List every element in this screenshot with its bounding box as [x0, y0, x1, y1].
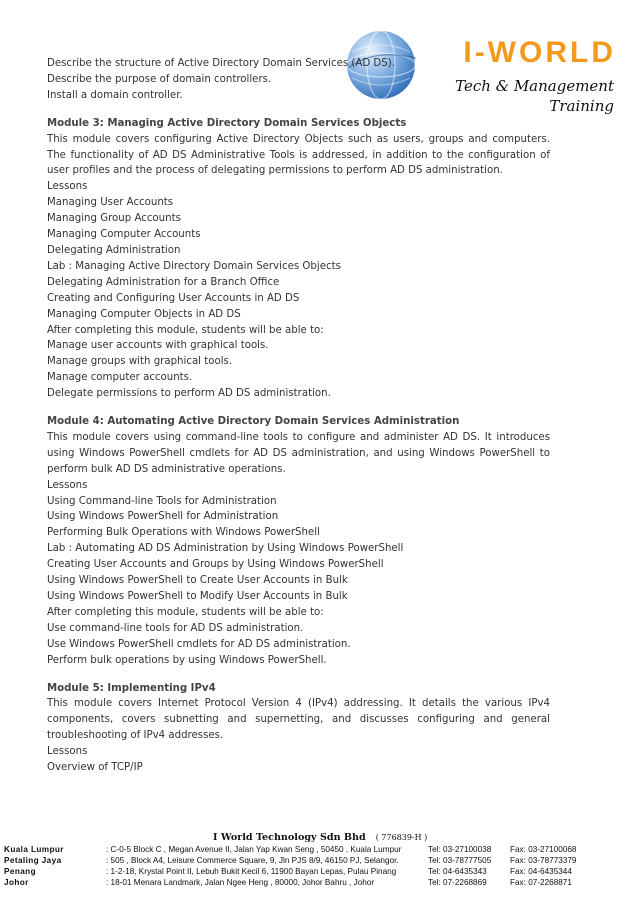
list-item: Use Windows PowerShell cmdlets for AD DS administration.: [47, 638, 351, 650]
list-item: Manage groups with graphical tools.: [47, 356, 233, 368]
intro-line: Install a domain controller.: [47, 89, 183, 101]
module-5-title: Module 5: Implementing IPv4: [47, 682, 216, 694]
list-item: Managing Computer Accounts: [47, 229, 201, 241]
list-item: Lessons: [47, 479, 88, 491]
list-item: Lessons: [47, 746, 88, 758]
office-city: Penang: [4, 867, 36, 876]
office-fax: Fax: 03-27100068: [510, 845, 577, 854]
intro-line: Describe the structure of Active Directory Domain Services (AD DS).: [47, 58, 395, 69]
list-item: Delegating Administration: [47, 244, 181, 256]
office-row: [0, 877, 638, 888]
module-3-title: Module 3: Managing Active Directory Domain Services Objects: [47, 117, 407, 129]
list-item: Use command-line tools for AD DS administration.: [47, 622, 304, 634]
list-item: After completing this module, students will be able to:: [47, 324, 324, 336]
list-item: Delegate permissions to perform AD DS administration.: [47, 388, 331, 400]
list-item: Lessons: [47, 181, 88, 193]
list-item: Lab : Automating AD DS Administration by Using Windows PowerShell: [47, 543, 404, 555]
office-fax: Fax: 04-6435344: [510, 867, 572, 876]
office-city: Kuala Lumpur: [4, 845, 64, 854]
office-tel: Tel: 07-2268869: [428, 878, 487, 887]
list-item: Managing Computer Objects in AD DS: [47, 308, 241, 320]
office-address: : 1-2-18, Krystal Point II, Lebuh Bukit Kecil 6, 11900 Bayan Lepas, Pulau Pinang: [106, 867, 397, 876]
office-row: [0, 866, 638, 877]
list-item: Using Windows PowerShell to Modify User Accounts in Bulk: [47, 591, 348, 602]
intro-line: Describe the purpose of domain controllers.: [47, 73, 272, 85]
list-item: Manage computer accounts.: [47, 372, 193, 384]
list-item: Managing Group Accounts: [47, 213, 181, 225]
footer-company: [213, 832, 427, 843]
brand-tagline: Tech & Management Training: [455, 77, 614, 115]
module-4-title: Module 4: Automating Active Directory Domain Services Administration: [47, 416, 460, 428]
list-item: Performing Bulk Operations with Windows PowerShell: [47, 527, 320, 539]
list-item: After completing this module, students will be able to:: [47, 606, 324, 618]
list-item: Manage user accounts with graphical tools.: [47, 340, 269, 352]
module-4-description: This module covers using command-line tools to configure and administer AD DS. It introduces using Windows PowerShell cmdlets for AD DS administration, and using Windows PowerShell to perform bulk AD DS administrative operations.: [47, 431, 550, 475]
module-3-description: This module covers configuring Active Directory Objects such as users, groups and computers. The functionality of AD DS Administrative Tools is addressed, in addition to the configuration of user profiles and the process of delegating permissions to perform AD DS administration.: [47, 133, 550, 177]
company-registration: ( 776839-H ): [375, 833, 428, 842]
list-item: Perform bulk operations by using Windows PowerShell.: [47, 654, 327, 666]
office-city: Johor: [4, 878, 29, 887]
list-item: Lab : Managing Active Directory Domain Services Objects: [47, 260, 341, 272]
list-item: Using Command-line Tools for Administration: [47, 495, 277, 507]
list-item: Creating and Configuring User Accounts in AD DS: [47, 292, 300, 304]
list-item: Delegating Administration for a Branch Office: [47, 276, 280, 288]
module-3-lines: [47, 179, 550, 402]
office-fax: Fax: 03-78773379: [510, 856, 577, 865]
office-address: : 18-01 Menara Landmark, Jalan Ngee Heng , 80000, Johor Bahru , Johor: [106, 878, 375, 887]
module-5-description: This module covers Internet Protocol Version 4 (IPv4) addressing. It details the various IPv4 components, covers subnetting and supernetting, and discusses configuring and general troubleshooting of IPv4 addresses.: [47, 698, 550, 742]
office-fax: Fax: 07-2268871: [510, 878, 572, 887]
module-5-lines: [47, 744, 550, 776]
office-row: [0, 844, 638, 855]
list-item: Creating User Accounts and Groups by Using Windows PowerShell: [47, 559, 384, 571]
company-name: I World Technology Sdn Bhd: [213, 832, 366, 843]
course-content: [47, 56, 550, 776]
list-item: Overview of TCP/IP: [47, 762, 143, 774]
list-item: Using Windows PowerShell for Administration: [47, 511, 279, 523]
office-row: [0, 855, 638, 866]
list-item: Managing User Accounts: [47, 197, 174, 209]
office-address: : C-0-5 Block C , Megan Avenue II, Jalan Yap Kwan Seng , 50450 , Kuala Lumpur: [106, 845, 402, 854]
office-tel: Tel: 04-6435343: [428, 867, 487, 876]
office-address: : 505 , Block A4, Leisure Commerce Square, 9, Jln PJS 8/9, 46150 PJ, Selangor.: [106, 856, 399, 865]
office-tel: Tel: 03-27100038: [428, 845, 492, 854]
office-tel: Tel: 03-78777505: [428, 856, 492, 865]
office-city: Petaling Jaya: [4, 856, 62, 865]
brand-name: I-WORLD: [463, 36, 616, 69]
module-4-lines: [47, 478, 550, 669]
list-item: Using Windows PowerShell to Create User Accounts in Bulk: [47, 575, 348, 587]
